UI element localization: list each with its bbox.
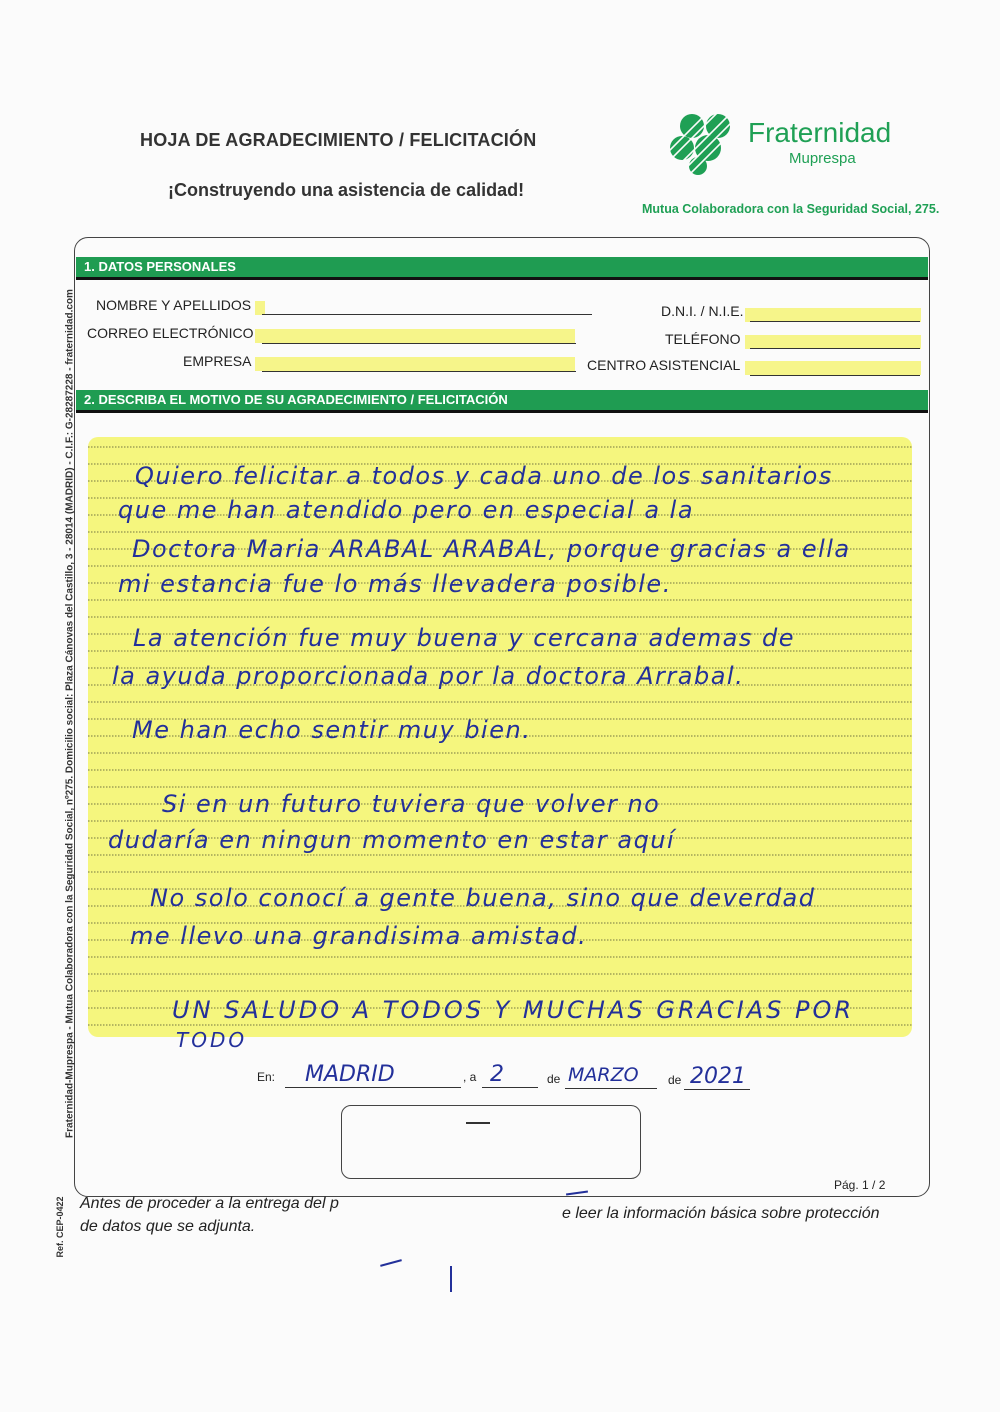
date-en-label: En: — [257, 1070, 276, 1084]
brand-sub: Muprespa — [789, 150, 856, 167]
center-field[interactable] — [750, 360, 920, 376]
privacy-notice-line: e leer la información básica sobre protección — [562, 1205, 880, 1222]
brand-tagline: Mutua Colaboradora con la Seguridad Social, 275. — [642, 202, 940, 216]
form-title: HOJA DE AGRADECIMIENTO / FELICITACIÓN — [140, 130, 537, 150]
name-field[interactable] — [262, 300, 592, 315]
message-line: Si en un futuro tuviera que volver no — [162, 790, 661, 818]
message-line: Quiero felicitar a todos y cada uno de los sanitarios — [135, 462, 833, 490]
fraternidad-logo-icon — [668, 112, 744, 176]
message-line: la ayuda proporcionada por la doctora Arrabal. — [112, 662, 745, 690]
email-field[interactable] — [262, 328, 576, 344]
message-line: TODO — [176, 1028, 248, 1052]
message-line: me llevo una grandisima amistad. — [130, 922, 588, 950]
name-label: NOMBRE Y APELLIDOS — [96, 297, 252, 313]
pen-mark — [380, 1259, 402, 1267]
message-line: Doctora Maria ARABAL ARABAL, porque gracias a ella — [132, 535, 851, 563]
message-line: que me han atendido pero en especial a la — [118, 496, 695, 524]
company-field[interactable] — [262, 356, 576, 372]
company-label: EMPRESA — [183, 353, 252, 369]
month-field[interactable] — [565, 1087, 657, 1089]
dni-field[interactable] — [750, 307, 920, 322]
brand-name: Fraternidad — [748, 117, 892, 148]
section-personal-data-header: 1. DATOS PERSONALES — [76, 257, 928, 277]
date-de-label: de — [668, 1073, 682, 1087]
form-subtitle: ¡Construyendo una asistencia de calidad! — [168, 180, 525, 200]
message-line: UN SALUDO A TODOS Y MUCHAS GRACIAS POR — [172, 996, 855, 1024]
date-de-label: de — [547, 1072, 561, 1086]
section-reason-header: 2. DESCRIBA EL MOTIVO DE SU AGRADECIMIENTO / FELICITACIÓN — [76, 390, 928, 410]
signature-box[interactable] — [341, 1105, 641, 1179]
section-divider — [76, 410, 928, 413]
message-line: dudaría en ningun momento en estar aquí — [108, 826, 676, 854]
message-line: La atención fue muy buena y cercana ademas de — [133, 624, 795, 652]
message-line: mi estancia fue lo más llevadera posible. — [118, 570, 672, 598]
day-value: 2 — [490, 1062, 504, 1087]
email-label: CORREO ELECTRÓNICO — [87, 325, 254, 341]
dni-label: D.N.I. / N.I.E. — [661, 303, 744, 319]
legal-side-text: Fraternidad-Muprespa - Mutua Colaboradora con la Seguridad Social, nº275. Domicilio social: Plaza Cánovas del Castillo, 3 - 28014 (MADRID) - C.I.F.: G-28287228 - fraternidad.com — [64, 289, 76, 1138]
center-label: CENTRO ASISTENCIAL — [587, 357, 741, 373]
page-number: Pág. 1 / 2 — [834, 1178, 886, 1192]
date-a-label: , a — [463, 1070, 477, 1084]
reference-code: Ref. CEP-0422 — [55, 1196, 65, 1258]
city-value: MADRID — [305, 1062, 395, 1087]
privacy-notice-line: de datos que se adjunta. — [80, 1218, 256, 1235]
message-line: No solo conocí a gente buena, sino que deverdad — [150, 884, 816, 912]
message-line: Me han echo sentir muy bien. — [132, 716, 532, 744]
year-value: 2021 — [690, 1064, 746, 1089]
section-divider — [76, 277, 928, 280]
phone-label: TELÉFONO — [665, 331, 741, 347]
pen-mark — [450, 1266, 452, 1292]
privacy-notice-line: Antes de proceder a la entrega del p — [80, 1195, 339, 1212]
signature-mark — [466, 1122, 490, 1124]
month-value: MARZO — [568, 1064, 639, 1086]
phone-field[interactable] — [750, 334, 920, 349]
